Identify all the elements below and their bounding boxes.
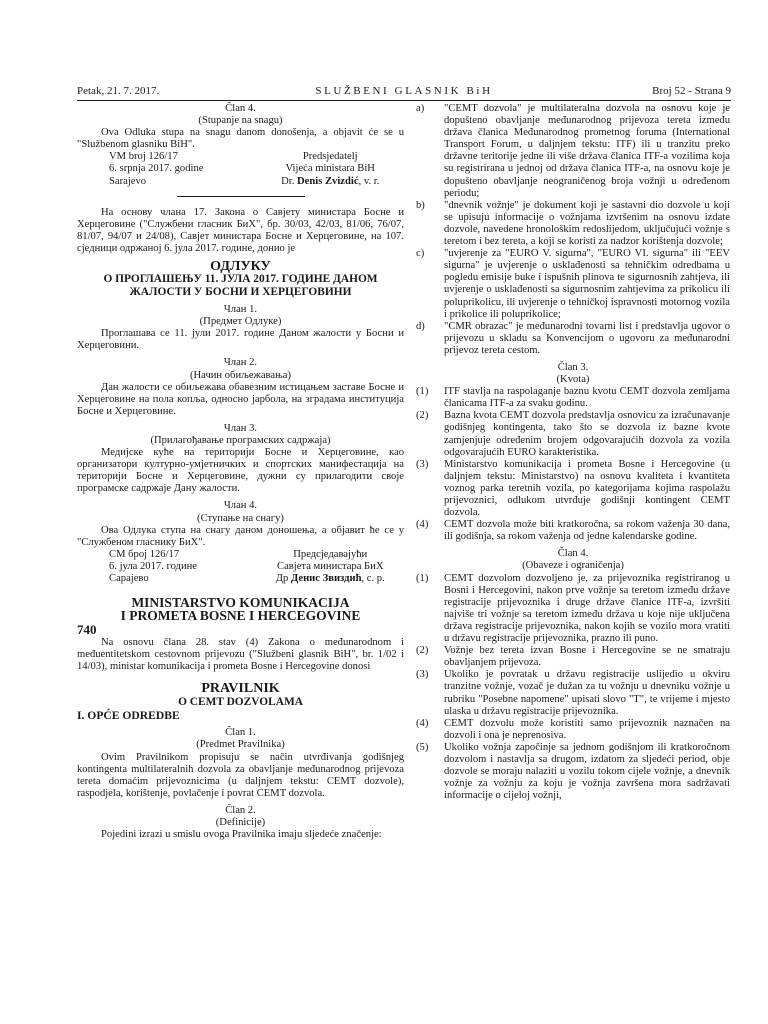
preamble-text: На основу члана 17. Закона о Савјету министара Босне и Херцеговине ("Службени гласник БиХ", бр. 30/03, 42/03, 81/06, 76/07, 81/07, 94/07 и 24/08), Савјет министара Босне и Херцеговине, на 107. сједници одржаној 6. јула 2017. године, донио је	[77, 206, 404, 254]
article-title: Član 1.	[225, 727, 256, 739]
signatory-line: Dr. Denis Zvizdić, v. r.	[281, 175, 380, 187]
article-text: Ова Одлука ступа на снагу даном доношења, а објавит ће се у "Службеном гласнику БиХ".	[77, 524, 404, 548]
paragraph-item: (4) CEMT dozvolu može koristiti samo prijevoznik naznačen na dozvoli i ona je neprenosiva.	[416, 717, 730, 741]
signature-block	[77, 151, 404, 187]
article-title: Члан 1.	[223, 304, 258, 316]
article-text: Ovim Pravilnikom propisuju se način utvrđivanja godišnjeg kontingenta multilateralnih dozvola za obavljanje međunarodnog prijevoza tereta domaćim prijevoznicima (u daljnjem tekstu: CEMT dozvole), raspodjela, korištenje, povlačenje i povrat CEMT dozvola.	[77, 751, 404, 799]
header-rule	[77, 100, 731, 101]
signature-place: Сарајево	[109, 573, 149, 584]
paragraph-item: (2) Bazna kvota CEMT dozvola predstavlja osnovicu za izračunavanje godišnjeg kontingenta, tako što se dozvola iz bazne kvote zamjenjuje određenim brojem odgovarajućih dozvola za vozila odgovarajućih EURO karakteristika.	[416, 410, 730, 458]
article-title: Члан 2.	[223, 357, 258, 369]
paragraph-item: (1) ITF stavlja na raspolaganje baznu kvotu CEMT dozvola zemljama članicama ITF-a za svaku godinu.	[416, 386, 730, 410]
paragraph-item: (3) Ministarstvo komunikacija i prometa Bosne i Hercegovine (u daljnjem tekstu: Ministarstvo) na osnovu kvaliteta i kvantiteta voznog parka teretnih vozila, po kategorijama kojima raspolažu prijevoznici, odlukom utvrđuje godišnji kontingent CEMT dozvola.	[416, 458, 730, 519]
article-text: Ova Odluka stupa na snagu danom donošenja, a objavit će se u "Službenom glasniku BiH".	[77, 127, 404, 151]
signature-date: 6. јула 2017. године	[109, 560, 197, 572]
article-subtitle: (Definicije)	[215, 817, 266, 829]
signatory-role: Predsjedatelj	[302, 151, 358, 163]
signatory-role: Предсједавајући	[293, 548, 368, 560]
regulation-subtitle: O CEMT DOZVOLAMA	[178, 696, 303, 709]
signatory-body: Савјета министара БиХ	[277, 560, 384, 572]
regulation-title: PRAVILNIK	[201, 681, 280, 697]
publication-name: SLUŽBENI GLASNIK BiH	[315, 85, 493, 97]
issue-page-number: Broj 52 - Strana 9	[652, 85, 731, 97]
decision-subtitle: О ПРОГЛАШЕЊУ 11. ЈУЛА 2017. ГОДИНЕ ДАНОМ ЖАЛОСТИ У БОСНИ И ХЕРЦЕГОВИНИ	[103, 273, 378, 299]
signatory-name: Денис Звиздић	[290, 573, 362, 584]
article-subtitle: (Stupanje na snagu)	[198, 115, 283, 127]
right-column	[416, 103, 730, 802]
article-title: Član 2.	[225, 804, 256, 816]
article-subtitle: (Kvota)	[556, 374, 590, 386]
article-text: Проглашава се 11. јули 2017. године Даном жалости у Босни и Херцеговини.	[77, 328, 404, 352]
signature-date: 6. srpnja 2017. godine	[109, 163, 204, 175]
article-title: Član 4.	[225, 103, 256, 114]
left-column	[77, 103, 404, 841]
article-text: Дан жалости се обиљежава обавезним истицањем заставе Босне и Херцеговине на пола копља, односно јарбола, на зградама институција Босне и Херцеговине.	[77, 381, 404, 417]
paragraph-item: (5) Ukoliko vožnja započinje sa jednom godišnjom ili kratkoročnom dozvolom i nastavlja sa drugom, izdatom za sljedeći period, obje dozvole se moraju nalaziti u vozilu tokom cijele vožnje, a dnevnik vožnje za vožnju za koju je vožnja završena mora sadržavati informacije o cijeloj vožnji,	[416, 741, 730, 802]
decision-title: ОДЛУКУ	[210, 259, 271, 275]
definition-item: c) "uvjerenje za "EURO V. sigurna", "EURO VI. sigurna" ili "EEV sigurna" je uvjerenje o usklađenosti sa tehničkim odredbama u pogledu emisije buke i ispušnih plinova te sigurnosnih zahtjeva, ili uvjerenje o usklađenosti sa sigurnosnim zahtjevima za prikolicu ili poluprikolicu, ili uvjerenje o tehničkoj ispravnosti motornog vozila i prikolice ili poluprikolice;	[416, 248, 730, 320]
definition-item: a) "CEMT dozvola" je multilateralna dozvola na osnovu koje je dopušteno obavljanje međunarodnog prijevoza tereta između država članica Međunarodnog prometnog foruma (International Transport Forum, u daljnjem tekstu: ITF) ili u tranzitu preko državne teritorije jedne ili više država članica ITF-a vozilima koja su registrirana u jednoj od država članica ITF-a, na osnovu koje je dopušteno obavljanje neograničenog broja vožnji u određenom periodu;	[416, 103, 730, 199]
signatory-line: Др Денис Звиздић, с. р.	[275, 573, 385, 584]
signature-ref: СМ број 126/17	[109, 548, 180, 560]
signature-ref: VM broj 126/17	[109, 151, 178, 163]
separator-line	[177, 196, 305, 197]
ministry-heading: MINISTARSTVO KOMUNIKACIJA	[131, 595, 350, 611]
article-text: Медијске куће на територији Босне и Херцеговине, као организатори културно-умјетничких и спортских манифестација на територији Босне и Херцеговине, дужни су прилагодити своје програмске садржаје Дану жалости.	[77, 447, 404, 495]
article-subtitle: (Предмет Одлуке)	[199, 316, 282, 328]
article-subtitle: (Прилагођавање програмских садржаја)	[150, 434, 331, 446]
article-subtitle: (Начин обиљежавања)	[189, 369, 291, 381]
article-title: Члан 4.	[223, 500, 258, 512]
paragraph-item: (4) CEMT dozvola može biti kratkoročna, sa rokom važenja 30 dana, ili godišnja, sa rokom važenja od jedne kalendarske godine.	[416, 519, 730, 543]
article-subtitle: (Ступање на снагу)	[197, 512, 284, 524]
signature-block	[77, 549, 404, 585]
signature-place: Sarajevo	[109, 175, 147, 187]
article-title: Члан 3.	[223, 422, 258, 434]
issue-date: Petak, 21. 7. 2017.	[77, 85, 160, 97]
intro-text: Na osnovu člana 28. stav (4) Zakona o međunarodnom i međuentitetskom cestovnom prijevozu ("Službeni glasnik BiH", br. 1/02 i 14/03), ministar komunikacija i prometa Bosne i Hercegovine donosi	[77, 637, 404, 673]
article-subtitle: (Obaveze i ograničenja)	[522, 560, 624, 572]
paragraph-item: (2) Vožnje bez tereta izvan Bosne i Hercegovine se ne smatraju obavljanjem prijevoza.	[416, 645, 730, 669]
signatory-name: Denis Zvizdić	[297, 175, 359, 187]
signatory-body: Vijeća ministara BiH	[285, 163, 375, 175]
article-subtitle: (Predmet Pravilnika)	[196, 739, 285, 751]
ministry-heading-line2: I PROMETA BOSNE I HERCEGOVINE	[120, 608, 361, 624]
article-title: Član 4.	[557, 548, 589, 560]
article-title: Član 3.	[557, 361, 589, 373]
definition-item: b) "dnevnik vožnje" je dokument koji je sastavni dio dozvole u koji se upisuju informacije o vožnjama izvršenim na osnovu izdate dozvole, navedene hronološkim redoslijedom, uključujući vožnje s teretom i bez tereta, a koji se koristi za nadzor korištenja dozvole;	[416, 199, 730, 248]
article-text: Pojedini izrazi u smislu ovoga Pravilnika imaju sljedeće značenje:	[101, 829, 382, 841]
section-heading: I. OPĆE ODREDBE	[77, 709, 180, 723]
paragraph-item: (1) CEMT dozvolom dozvoljeno je, za prijevoznika registriranog u Bosni i Hercegovini, nakon prve vožnje sa teretom između države registracije prijevoznika i druge države članice ITF-a, izvršiti najviše tri vožnje sa teretom između država u koje nije uključena država registracije prijevoznika, nakon kojih se vozilo mora vratiti u državu registracije prijevoznika, prazno ili puno.	[416, 572, 730, 645]
definition-item: d) "CMR obrazac" je međunarodni tovarni list i predstavlja ugovor o prijevozu u skladu sa Konvencijom o ugovoru za međunarodni prijevoz tereta cestom.	[416, 320, 730, 356]
paragraph-item: (3) Ukoliko je povratak u državu registracije uslijedio u okviru tranzitne vožnje, vozač je dužan za tu vožnju u dnevniku vožnje u rubriku "Posebne napomene" upisati slovo "T", te vrijeme i mjesto ulaska u državu registracije prijevoznika.	[416, 669, 730, 717]
page-header	[77, 84, 731, 98]
act-number: 740	[77, 622, 97, 638]
